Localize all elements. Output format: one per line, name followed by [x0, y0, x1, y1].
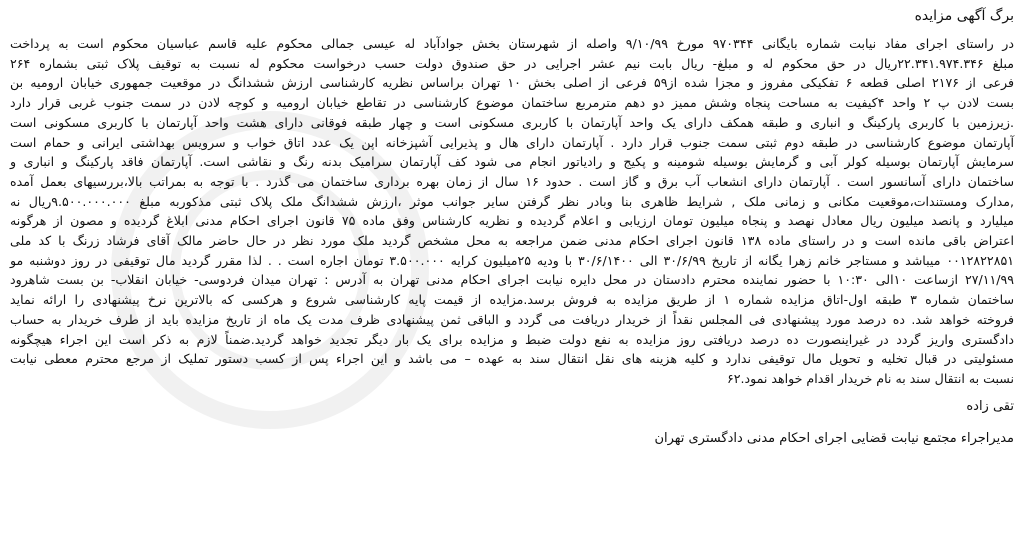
- body-line: فروخته خواهد شد. ده درصد مورد پیشنهادی فی المجلس نقداً از خریدار دریافت می گردد و الباقی ثمن پیشنهادی ظرف مدت یک ماه از تاریخ مزایده باید از طرف خریدار به حساب: [10, 311, 1014, 327]
- body-line: ساختمان شماره ۳ طبقه اول-اتاق مزایده شماره ۱ از طریق مزایده به فروش برسد.مزایده از قیمت پایه کارشناسی شروع و هرکسی که بالاترین نرخ پیشنهادی را ارائه نماید: [10, 292, 1014, 308]
- body-line: مسئولیتی در قبال تخلیه و تحویل مال توقیفی ندارد و کلیه هزینه های نقل انتقال سند به عهده – می باشد و این اجراء پس از کسب دستور تملیک از مرجع محترم معطی نیابت: [10, 351, 1014, 367]
- signer-name: تقی زاده: [966, 398, 1014, 414]
- body-line: میلیارد و پانصد میلیون ریال معادل نهصد و پنجاه میلیون تومان ارزیابی و اعلام گردیده و نظریه کارشناس وفق ماده ۷۵ قانون اجرای احکام مدنی ابلاغ گردیده و مصون از هرگونه: [10, 213, 1014, 229]
- body-line: در راستای اجرای مفاد نیابت شماره بایگانی ۹۷۰۳۴۴ مورخ ۹/۱۰/۹۹ واصله از شهرستان بخش جوادآباد له عیسی جمالی محکوم علیه قاسم عباسیان محکوم است به پرداخت: [10, 36, 1014, 51]
- body-line: مبلغ ۲۲.۳۴۱.۹۷۴.۳۴۶ریال در حق محکوم له و مبلغ- ریال بابت نیم عشر اجرایی در حق صندوق دولت حسب درخواست محکوم له نسبت به توقیف پلاک ثبتی بشماره ۲۶۴: [10, 55, 1015, 71]
- body-line: آپارتمان موضوع کارشناسی در طبقه دوم ثبتی سمت جنوب قرار دارد . آپارتمان دارای هال و پذیرایی آشپزخانه اپن یک عدد اتاق خواب و سرویس بهداشتی ایرانی و حمام است: [10, 134, 1014, 150]
- body-line: سرمایش آپارتمان بوسیله کولر آبی و گرمایش بوسیله شومینه و پکیج و رادیاتور انجام می شود کف آپارتمان سرامیک بدنه رنگ و نقاشی است. آپارتمان فاقد پارکینگ و انباری و: [10, 154, 1014, 170]
- body-line: ساختمان دارای آسانسور است . آپارتمان دارای انشعاب آب برق و گاز است . حدود ۱۶ سال از زمان بهره برداری ساختمان می گذرد . با توجه به بمراتب بالا،بررسیهای بعمل آمده: [10, 173, 1015, 189]
- body-line: بست لادن پ ۲ واحد ۴کیفیت به مساحت پنجاه وشش ممیز دو دهم مترمربع ساختمان موضوع کارشناسی در تقاطع خیابان ارومیه و کوچه لادن در سمت جنوب غربی قرار دارد: [10, 95, 1014, 111]
- body-line: فرعی از ۲۱۷۶ اصلی قطعه ۶ تفکیکی مفروز و مجزا شده از۵۹ فرعی از اصلی بخش ۱۰ تهران براساس نظریه کارشناسی ارزش ششدانگ در موقعیت جمهوری خیابان ارومیه بن: [10, 75, 1015, 91]
- body-line: ,مدارک ومستندات،موقعیت مکانی و زمانی ملک , شرایط ظاهری بنا وبادر نظر گرفتن سایر جوانب موثر ،ارزش ششدانگ ملک پلاک ثبتی مذکوربه مبلغ ۹.۵۰۰.۰۰۰.۰۰۰ریال نه: [10, 193, 1014, 209]
- notice-body: [10, 34, 1014, 389]
- body-line: .زیرزمین با کاربری پارکینگ و انباری و طبقه همکف دارای یک واحد آپارتمان با کاربری مسکونی است و چهار طبقه فوقانی دارای هشت واحد آپارتمان با کاربری مسکونی است: [10, 114, 1014, 130]
- body-line: ۰۰۱۲۸۲۲۸۵۱ میباشد و مستاجر خانم زهرا یگانه از تاریخ ۳۰/۶/۹۹ الی ۳۰/۶/۱۴۰۰ با ودیه ۲۵میلیون کرایه ۳.۵۰۰.۰۰۰ تومان اجاره است . . لذا مقرر گردید مال توقیفی در روز دوشنبه مو: [10, 252, 1014, 268]
- body-line: ۲۷/۱۱/۹۹ ازساعت ۱۰الی ۱۰:۳۰ با حضور نماینده محترم دادستان در محل دایره نیابت اجرای احکام مدنی تهران به آدرس : تهران میدان فردوسی- خیابان انقلاب- بن بست شاهرود: [10, 272, 1015, 288]
- body-line: اعتراض باقی مانده است و در راستای ماده ۱۳۸ قانون اجرای احکام مدنی ضمن مراجعه به محل مشخص گردید ملک مورد نظر در حال حاضر مالک آقای فرشاد زرنگ با کد ملی: [10, 233, 1014, 249]
- signer-title: مدیراجراء مجتمع نیابت قضایی اجرای احکام مدنی دادگستری تهران: [654, 430, 1014, 446]
- document-title: برگ آگهی مزایده: [914, 8, 1014, 24]
- body-line: نسبت به انتقال سند به نام خریدار اقدام خواهد نمود.۶۲: [726, 370, 1014, 386]
- body-line: دادگستری واریز گردد در غیراینصورت ده درصد دریافتی روز مزایده به نفع دولت ضبط و مزایده برای یک بار دیگر تجدید خواهد گردید.ضمناً لازم به ذکر است این اجراء هیچگونه: [10, 331, 1014, 347]
